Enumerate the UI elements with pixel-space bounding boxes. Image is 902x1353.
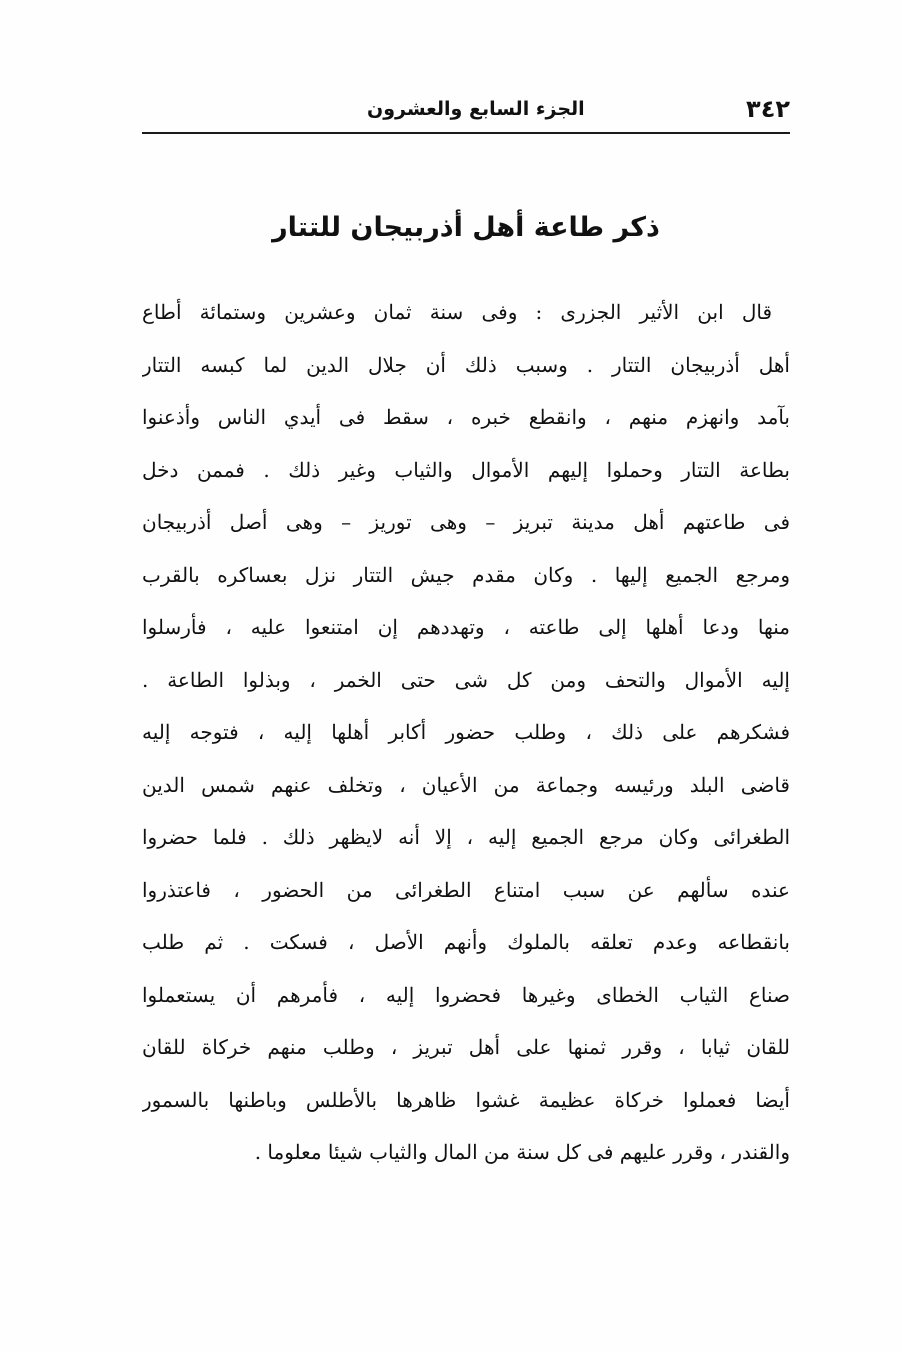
header-rule [142,132,790,134]
text-line: إليه الأموال والتحف ومن كل شى حتى الخمر ، وبذلوا الطاعة . [142,667,790,692]
text-line: فشكرهم على ذلك ، وطلب حضور أكابر أهلها إليه ، فتوجه إليه [142,720,790,744]
text-line: منها ودعا أهلها إلى طاعته ، وتهددهم إن امتنعوا عليه ، فأرسلوا [142,615,790,639]
text-line: بطاعة التتار وحملوا إليهم الأموال والثياب وغير ذلك . فممن دخل [142,457,790,482]
text-line: أهل أذربيجان التتار . وسبب ذلك أن جلال الدين لما كبسه التتار [142,352,790,377]
text-line: عنده سألهم عن سبب امتناع الطغرائى من الحضور ، فاعتذروا [142,877,790,902]
text-line: ومرجع الجميع إليها . وكان مقدم جيش التتار نزل بعساكره بالقرب [142,562,790,587]
text-line: قال ابن الأثير الجزرى : وفى سنة ثمان وعشرين وستمائة أطاع [142,300,772,324]
chapter-title: ذكر طاعة أهل أذربيجان للتتار [272,212,660,243]
text-line: الطغرائى وكان مرجع الجميع إليه ، إلا أنه لايظهر ذلك . فلما حضروا [142,825,790,849]
page-number: ٣٤٢ [746,95,790,123]
text-line: قاضى البلد ورئيسه وجماعة من الأعيان ، وتخلف عنهم شمس الدين [142,772,790,797]
running-title: الجزء السابع والعشرون [367,98,585,120]
running-head [142,88,790,130]
text-line: للقان ثيابا ، وقرر ثمنها على أهل تبريز ، وطلب منهم خركاة للقان [142,1035,790,1059]
text-line: والقندر ، وقرر عليهم فى كل سنة من المال والثياب شيئا معلوما . [254,1140,790,1164]
text-line: أيضا فعملوا خركاة عظيمة غشوا ظاهرها بالأطلس وباطنها بالسمور [142,1087,790,1112]
text-line: فى طاعتهم أهل مدينة تبريز – وهى توريز – وهى أصل أذربيجان [142,510,790,534]
text-line: بآمد وانهزم منهم ، وانقطع خبره ، سقط فى أيدي الناس وأذعنوا [142,405,790,429]
text-line: بانقطاعه وعدم تعلقه بالملوك وأنهم الأصل ، فسكت . ثم طلب [142,930,790,954]
body-text [142,286,790,1179]
text-line: صناع الثياب الخطاى وغيرها فحضروا إليه ، فأمرهم أن يستعملوا [142,982,790,1007]
